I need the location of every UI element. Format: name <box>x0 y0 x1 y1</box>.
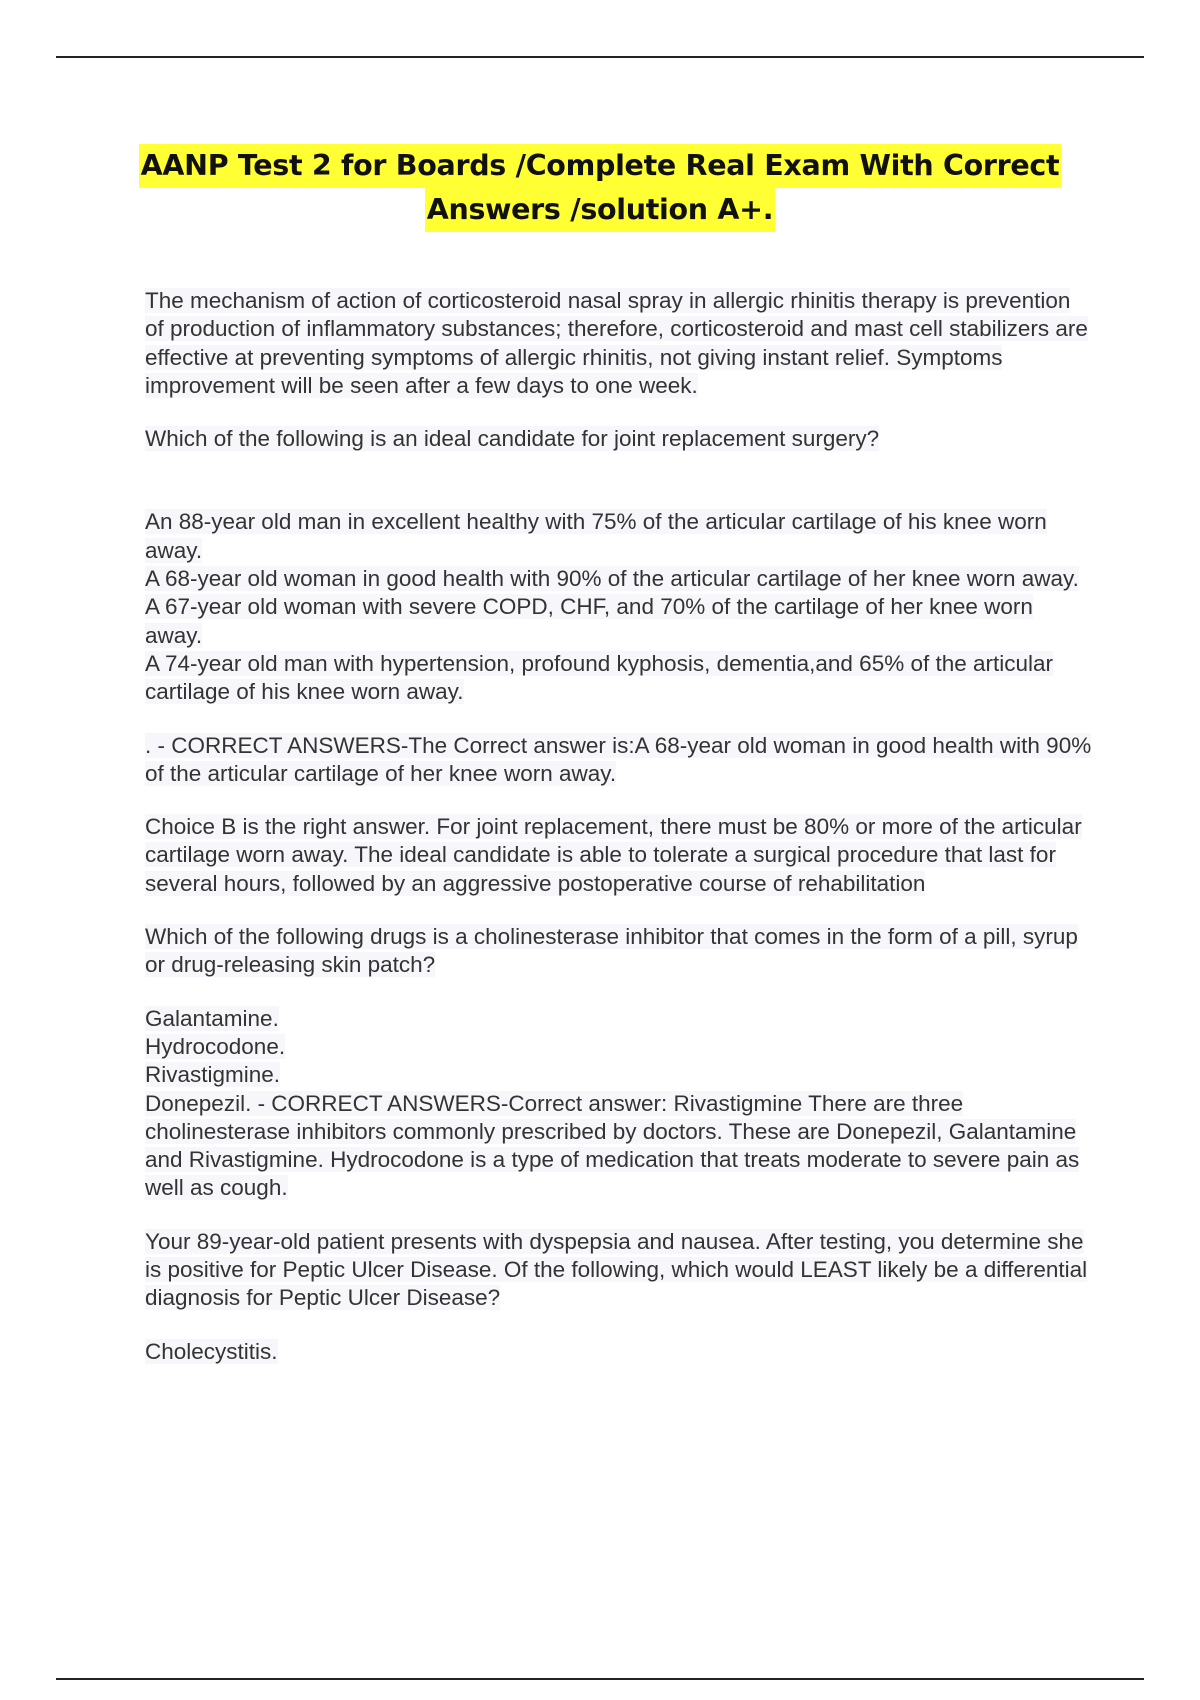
answer-option: Rivastigmine. <box>145 1062 281 1088</box>
answer-option: A 68-year old woman in good health with 90% of the articular cartilage of her knee worn away. <box>145 566 1079 592</box>
answer-option: A 67-year old woman with severe COPD, CHF, and 70% of the cartilage of her knee worn away. <box>145 594 1033 648</box>
top-rule <box>56 56 1144 58</box>
answer-options-peptic-ulcer <box>145 1338 1095 1366</box>
bottom-rule <box>56 1678 1144 1680</box>
answer-option: Cholecystitis. <box>145 1338 278 1364</box>
question-joint-replacement: Which of the following is an ideal candidate for joint replacement surgery? <box>145 426 880 452</box>
title-line-1: AANP Test 2 for Boards /Complete Real Exam With Correct <box>139 144 1062 188</box>
answer-option: Galantamine. <box>145 1005 279 1031</box>
answer-option: An 88-year old man in excellent healthy with 75% of the articular cartilage of his knee worn away. <box>145 509 1047 563</box>
question-peptic-ulcer: Your 89-year-old patient presents with dyspepsia and nausea. After testing, you determine she is positive for Peptic Ulcer Disease. Of the following, which would LEAST likely be a differential diagnosis for Peptic Ulcer Disease? <box>145 1228 1088 1311</box>
paragraph-rhinitis-explanation: The mechanism of action of corticosteroid nasal spray in allergic rhinitis therapy is prevention of production of inflammatory substances; therefore, corticosteroid and mast cell stabilizers are effective at preventing symptoms of allergic rhinitis, not giving instant relief. Symptoms improvement will be seen after a few days to one week. <box>145 288 1088 398</box>
answer-options-joint-replacement <box>145 508 1095 706</box>
document-body <box>145 287 1095 1366</box>
question-cholinesterase-inhibitor: Which of the following drugs is a cholinesterase inhibitor that comes in the form of a pill, syrup or drug-releasing skin patch? <box>145 924 1078 978</box>
answer-option: A 74-year old man with hypertension, profound kyphosis, dementia,and 65% of the articular cartilage of his knee worn away. <box>145 650 1054 705</box>
correct-answer-joint-replacement: . - CORRECT ANSWERS-The Correct answer is:A 68-year old woman in good health with 90% of the articular cartilage of her knee worn away. <box>145 732 1092 786</box>
answer-option: Donepezil. - CORRECT ANSWERS-Correct answer: Rivastigmine There are three cholinesterase inhibitors commonly prescribed by doctors. These are Donepezil, Galantamine and Rivastigmine. Hydrocodone is a type of medication that treats moderate to severe pain as well as cough. <box>145 1090 1080 1201</box>
title-line-2: Answers /solution A+. <box>425 188 776 232</box>
answer-options-cholinesterase <box>145 1005 1095 1203</box>
explanation-joint-replacement: Choice B is the right answer. For joint replacement, there must be 80% or more of the articular cartilage worn away. The ideal candidate is able to tolerate a surgical procedure that last for several hours, followed by an aggressive postoperative course of rehabilitation <box>145 814 1082 896</box>
document-title <box>130 144 1070 232</box>
answer-option: Hydrocodone. <box>145 1033 286 1059</box>
